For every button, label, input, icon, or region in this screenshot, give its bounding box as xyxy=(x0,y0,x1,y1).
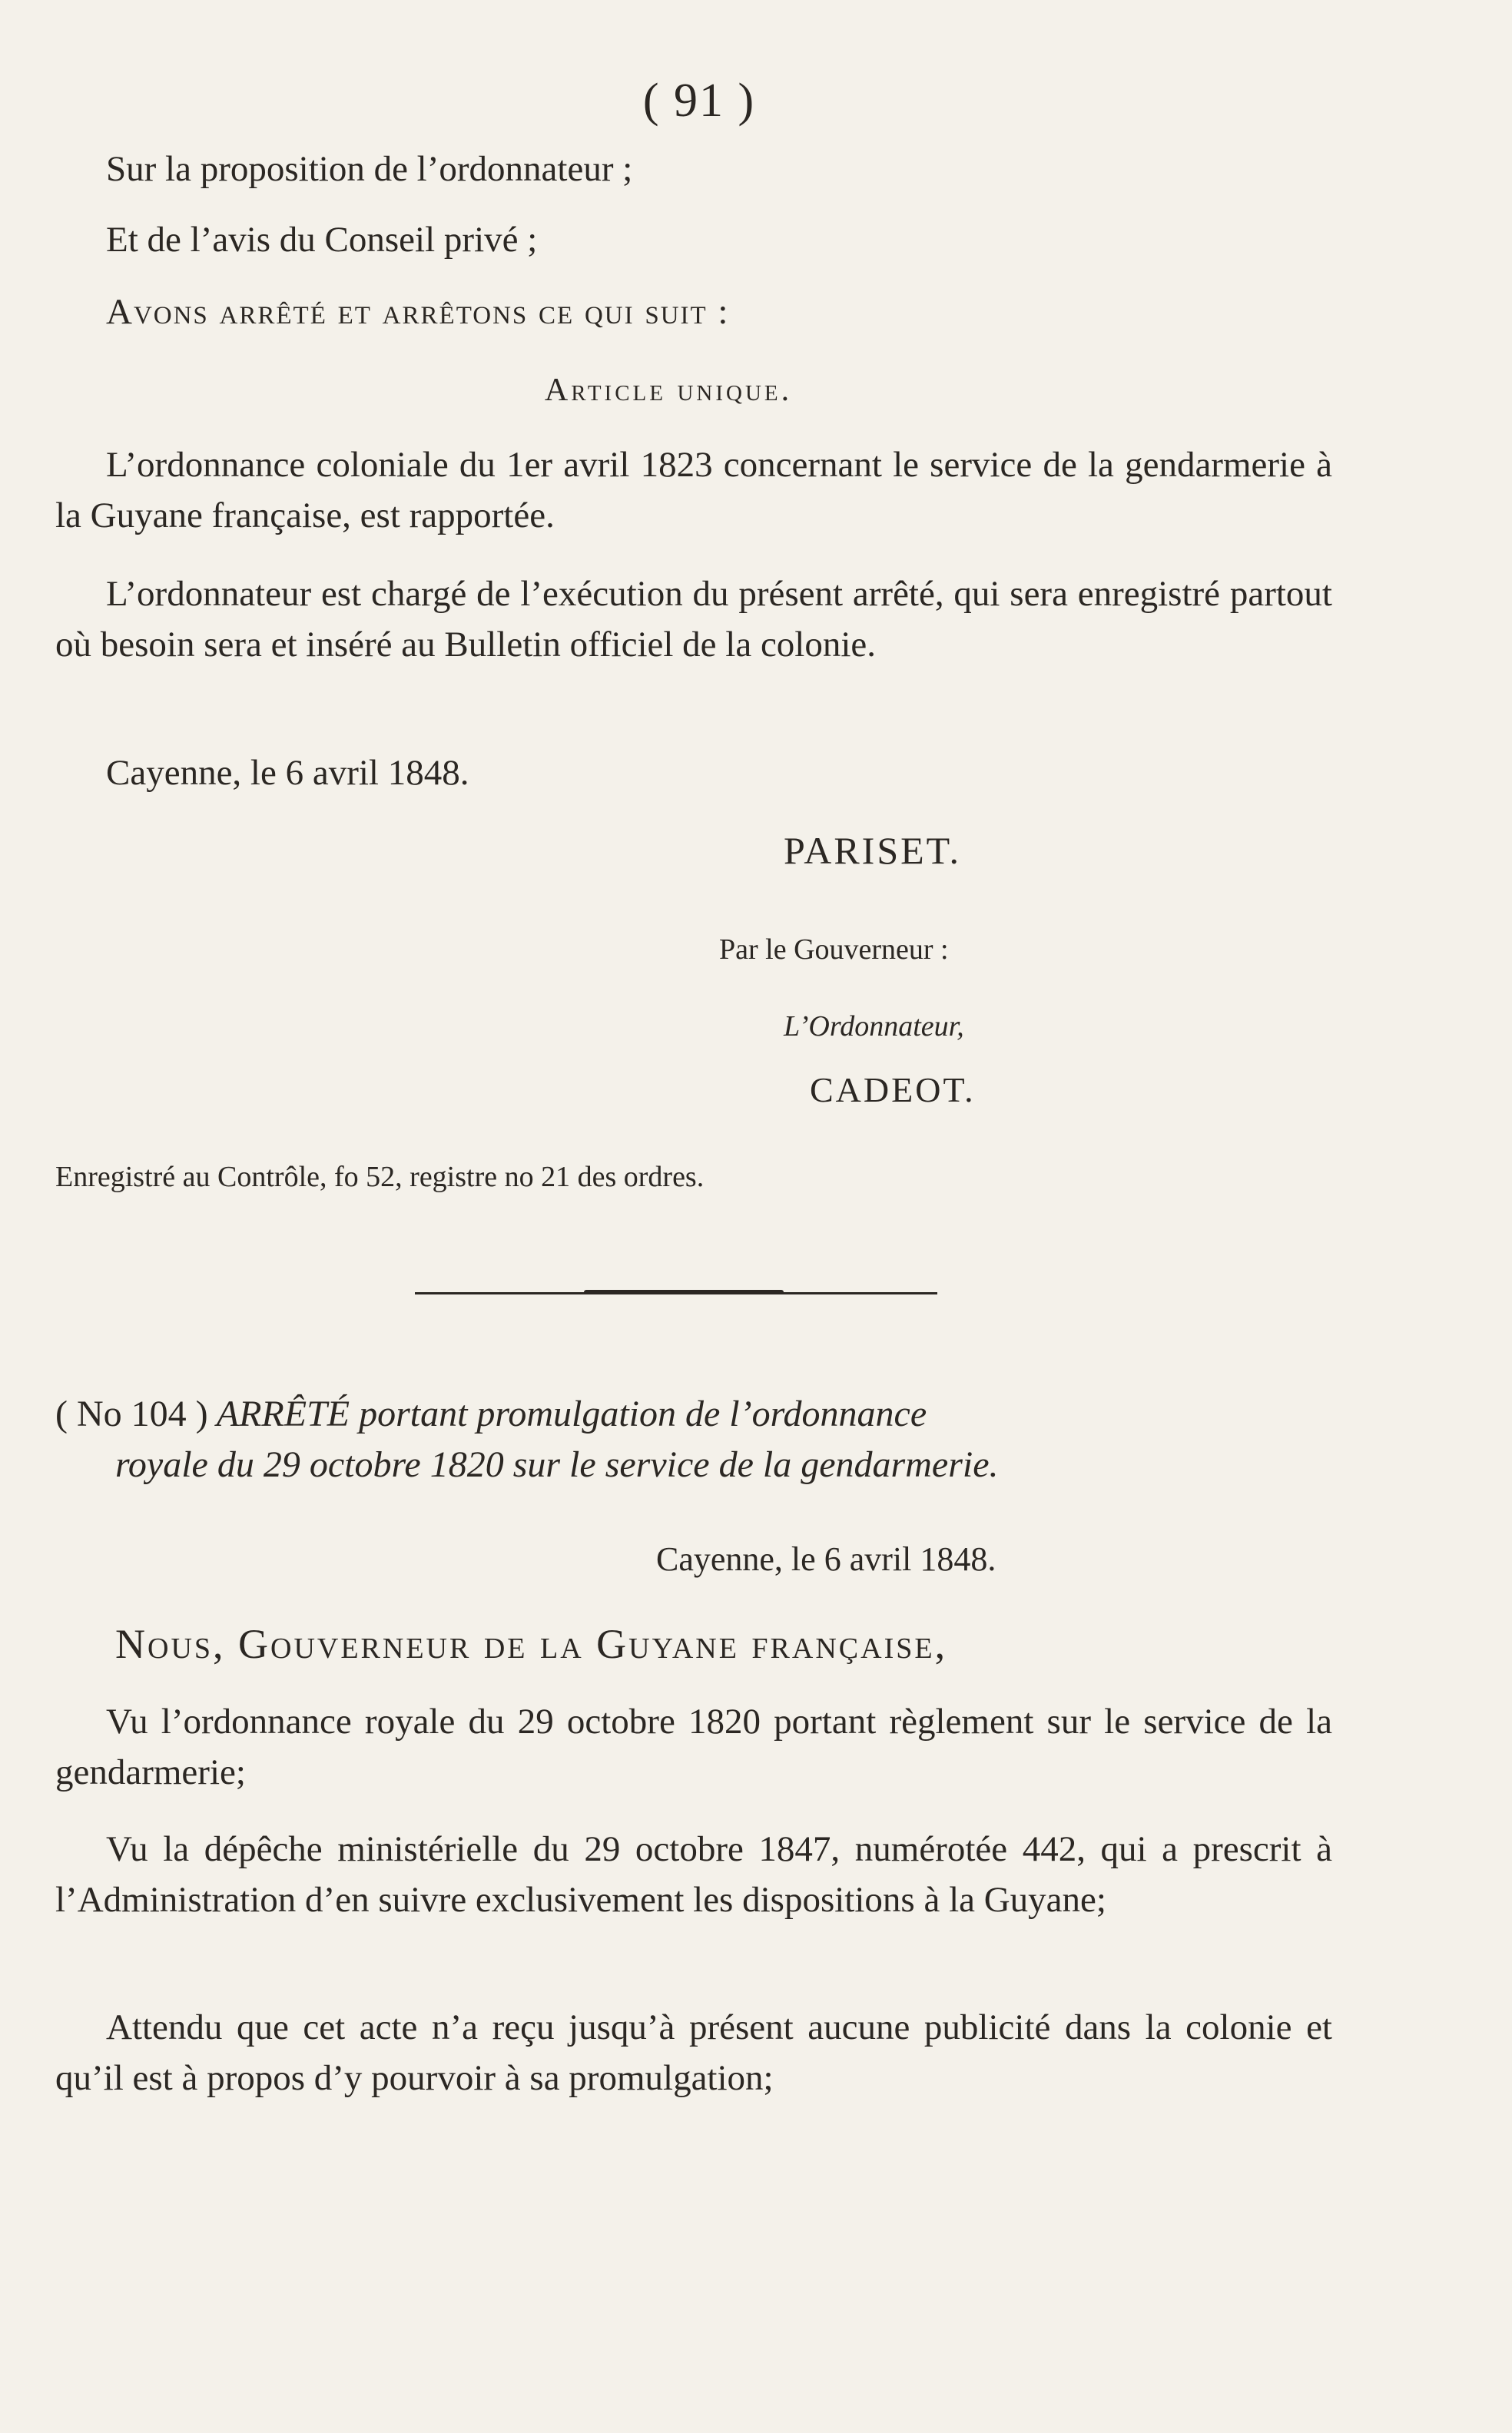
registration-line: Enregistré au Contrôle, fo 52, registre no 21 des ordres. xyxy=(55,1161,705,1193)
page-number: ( 91 ) xyxy=(642,75,756,127)
signature-pariset: PARISET. xyxy=(784,829,962,872)
avis-line: Et de l’avis du Conseil privé ; xyxy=(106,220,538,260)
act-title-part-a: ARRÊTÉ portant promulgation de l’ordonnance xyxy=(216,1394,927,1434)
nous-gouverneur: Nous, Gouverneur de la Guyane française, xyxy=(115,1621,948,1667)
ordonnateur-name: CADEOT. xyxy=(810,1070,976,1109)
act-title-line2: royale du 29 octobre 1820 sur le service de la gendarmerie. xyxy=(115,1444,999,1485)
ordonnateur-label: L’Ordonnateur, xyxy=(784,1010,964,1042)
execution-text: L’ordonnateur est chargé de l’exécution du présent arrêté, qui sera enregistré partout où besoin sera et inséré au Bulletin officiel de la colonie. xyxy=(55,574,1332,665)
vu-ordonnance: Vu l’ordonnance royale du 29 octobre 1820 portant règlement sur le service de la gendarmerie; xyxy=(55,1702,1332,1792)
proposition-line: Sur la proposition de l’ordonnateur ; xyxy=(106,149,633,189)
article-text: L’ordonnance coloniale du 1er avril 1823 concernant le service de la gendarmerie à la Guyane française, est rapportée. xyxy=(55,445,1332,535)
avons-arrete-line: Avons arrêté et arrêtons ce qui suit : xyxy=(106,292,730,332)
act-date: Cayenne, le 6 avril 1848. xyxy=(656,1540,996,1578)
act-title xyxy=(55,1389,1338,1440)
date-line: Cayenne, le 6 avril 1848. xyxy=(106,753,469,793)
vu-depeche: Vu la dépêche ministérielle du 29 octobre 1847, numérotée 442, qui a prescrit à l’Administration d’en suivre exclusivement les dispositions à la Guyane; xyxy=(55,1829,1332,1920)
attendu-text: Attendu que cet acte n’a reçu jusqu’à présent aucune publicité dans la colonie et qu’il est à propos d’y pourvoir à sa promulgation; xyxy=(55,2007,1332,2098)
par-le-gouverneur: Par le Gouverneur : xyxy=(719,933,949,966)
act-number: ( No 104 ) xyxy=(55,1394,208,1434)
article-heading: Article unique. xyxy=(544,373,793,408)
separator-rule-center xyxy=(584,1290,784,1294)
